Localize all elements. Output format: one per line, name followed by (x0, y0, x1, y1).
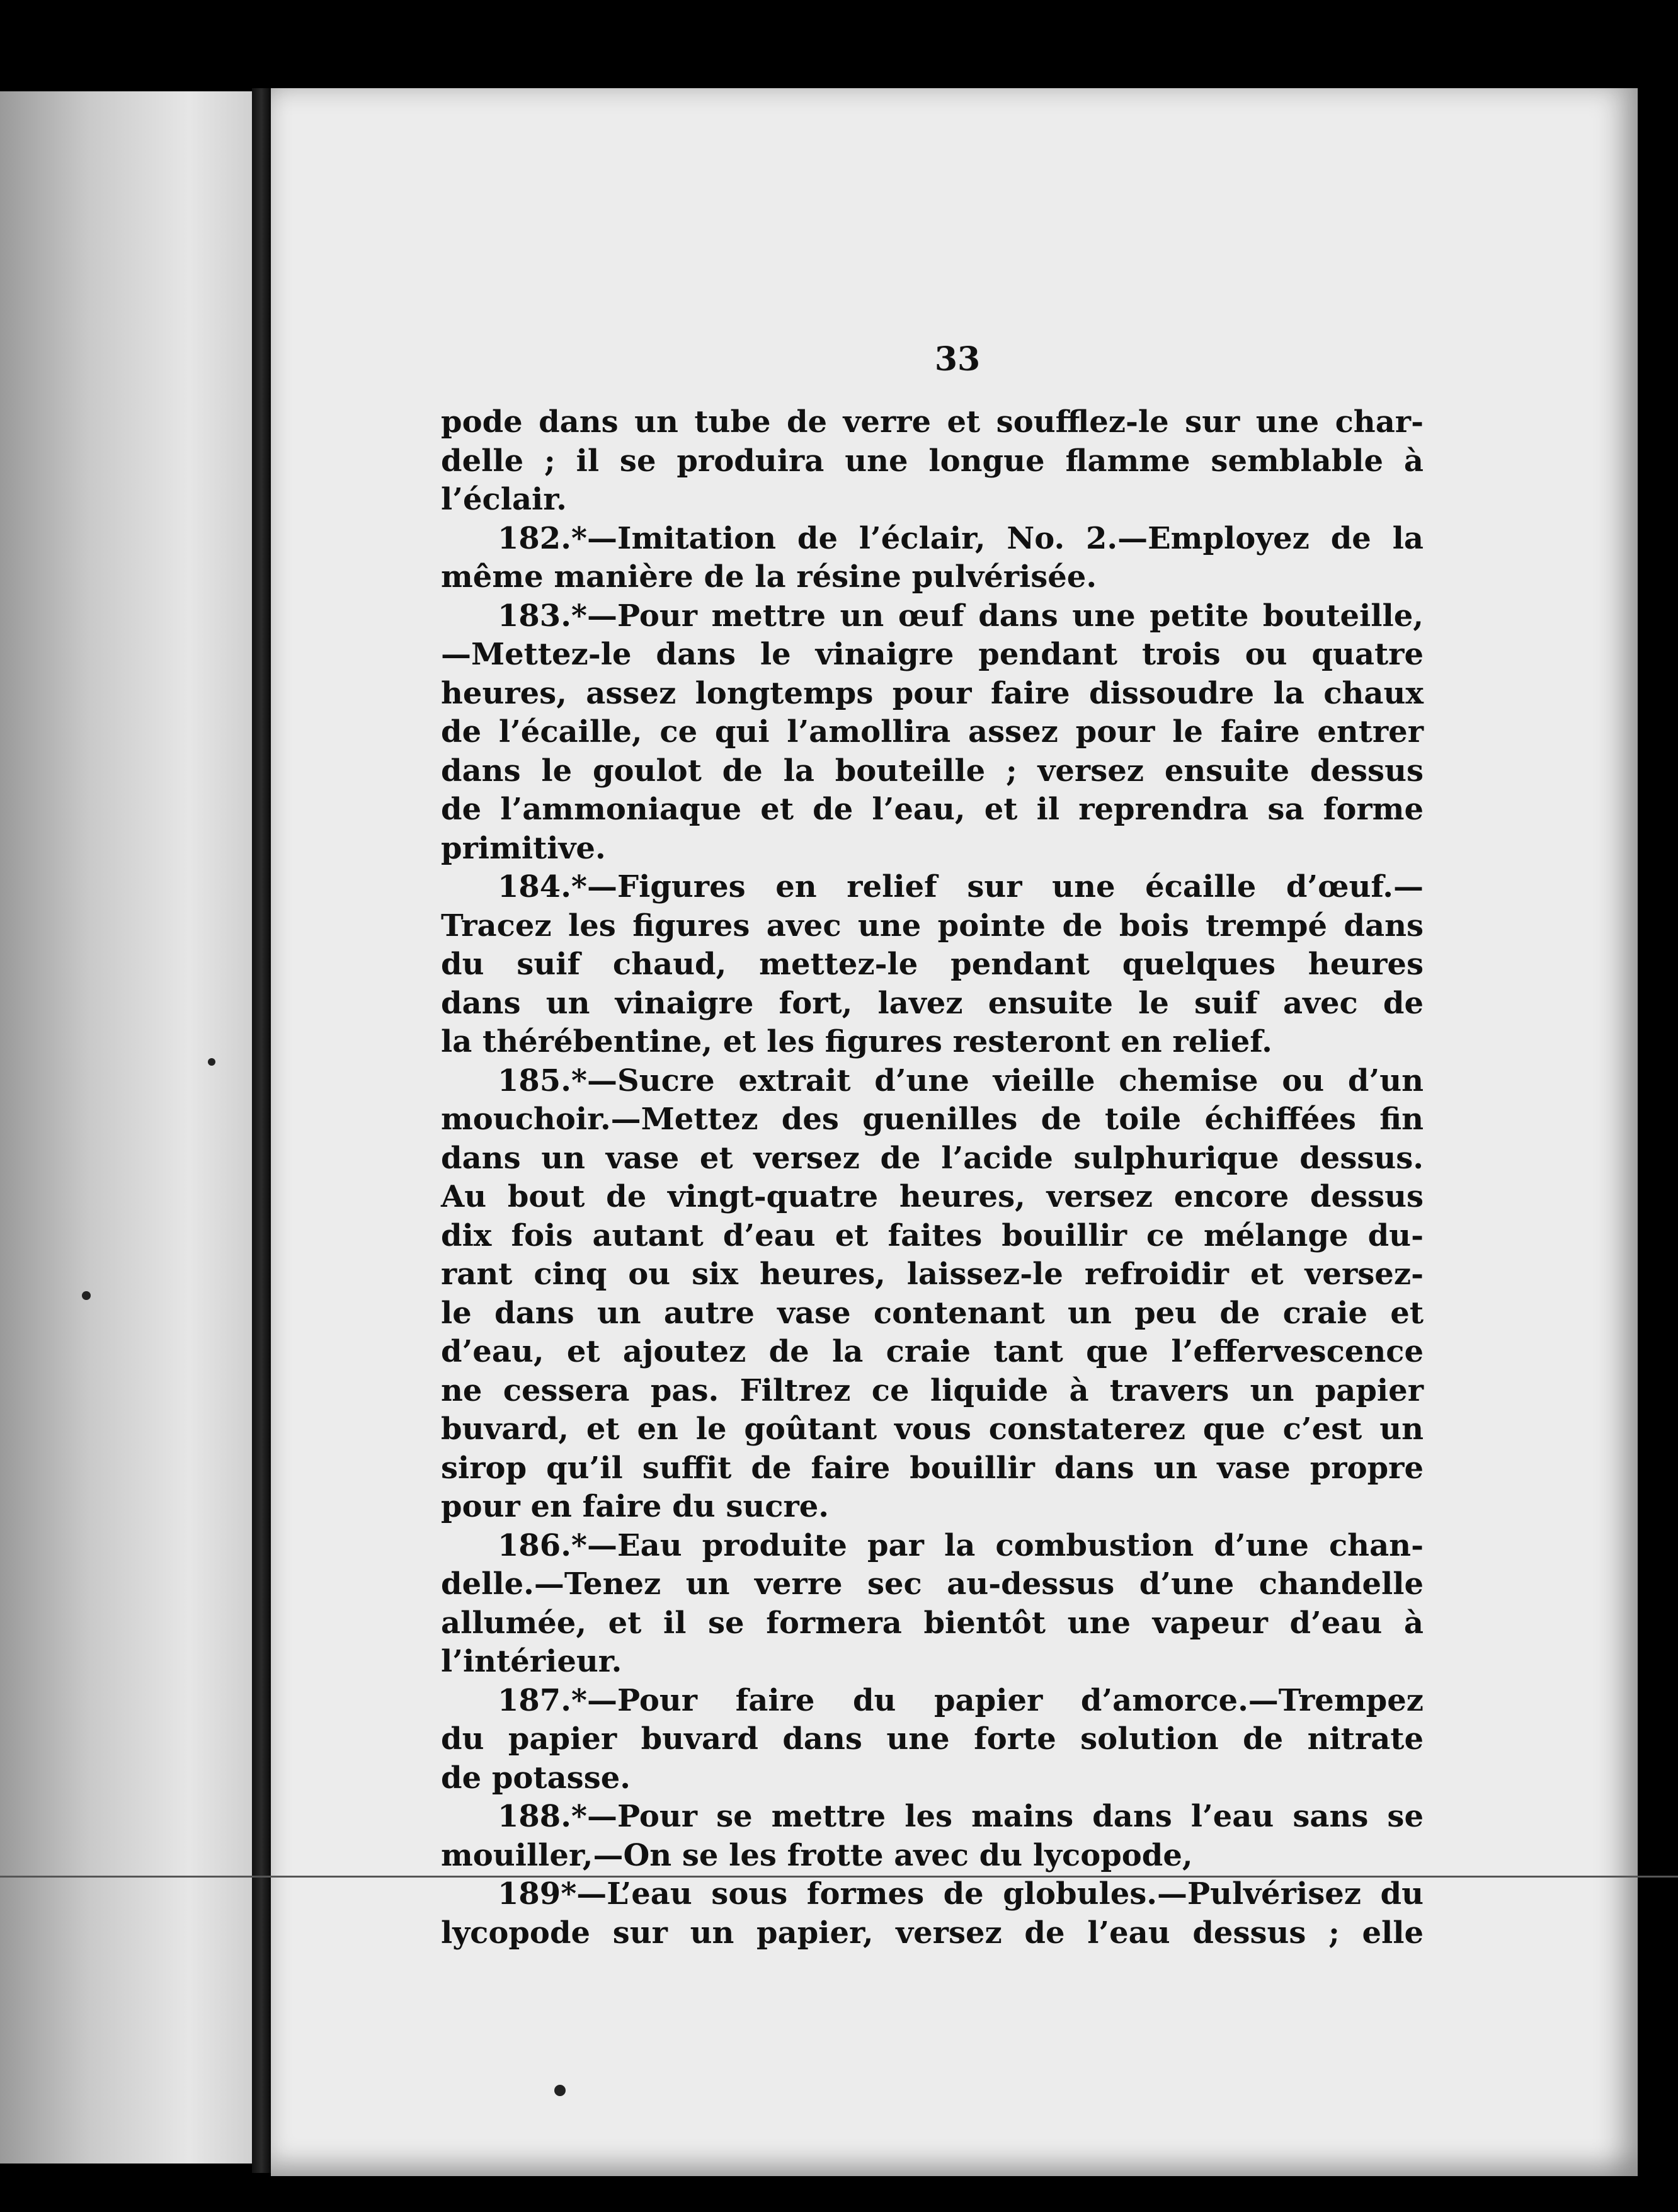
text-line: du suif chaud, mettez-le pendant quelques heures (441, 947, 1424, 982)
text-line: d’eau, et ajoutez de la craie tant que l’effervescence (441, 1334, 1424, 1369)
text-line: de l’écaille, ce qui l’amollira assez pour le faire entrer (441, 714, 1424, 750)
ink-speck (82, 1291, 91, 1300)
left-page-edge (0, 91, 252, 2164)
text-line: delle.—Tenez un verre sec au-dessus d’une chandelle (441, 1566, 1424, 1602)
text-line: 187.*—Pour faire du papier d’amorce.—Trempez (498, 1682, 1424, 1718)
text-line: sirop qu’il suffit de faire bouillir dans un vase propre (441, 1450, 1424, 1486)
text-line: 186.*—Eau produite par la combustion d’une chan- (498, 1527, 1424, 1563)
text-line: dans un vinaigre fort, lavez ensuite le suif avec de (441, 985, 1424, 1021)
ink-speck (554, 2085, 566, 2096)
text-line: buvard, et en le goûtant vous constaterez que c’est un (441, 1411, 1424, 1447)
text-line: heures, assez longtemps pour faire dissoudre la chaux (441, 675, 1424, 711)
text-line: de potasse. (441, 1760, 631, 1796)
page-number: 33 (934, 340, 981, 379)
text-line: la thérébentine, et les figures resteront en relief. (441, 1024, 1272, 1059)
text-line: primitive. (441, 830, 606, 866)
text-line: l’éclair. (441, 482, 567, 517)
body-text (441, 403, 1424, 1953)
text-line: dans un vase et versez de l’acide sulphurique dessus. (441, 1140, 1424, 1176)
text-line: pode dans un tube de verre et soufflez-le sur une char- (441, 404, 1424, 440)
text-line: ne cessera pas. Filtrez ce liquide à travers un papier (441, 1372, 1424, 1408)
text-line: —Mettez-le dans le vinaigre pendant trois ou quatre (441, 637, 1424, 672)
text-line: mouiller,—On se les frotte avec du lycopode, (441, 1837, 1193, 1873)
text-line: dans le goulot de la bouteille ; versez ensuite dessus (441, 753, 1424, 789)
text-line: le dans un autre vase contenant un peu de craie et (441, 1295, 1424, 1331)
book-gutter (252, 88, 271, 2173)
text-line: 184.*—Figures en relief sur une écaille d’œuf.— (498, 869, 1424, 904)
text-line: de l’ammoniaque et de l’eau, et il reprendra sa forme (441, 792, 1424, 827)
text-line: delle ; il se produira une longue flamme semblable à (441, 443, 1424, 479)
text-line: 185.*—Sucre extrait d’une vieille chemise ou d’un (498, 1063, 1424, 1098)
text-line: l’intérieur. (441, 1644, 622, 1679)
text-line: dix fois autant d’eau et faites bouillir ce mélange du- (441, 1217, 1424, 1253)
text-line: mouchoir.—Mettez des guenilles de toile échiffées fin (441, 1102, 1424, 1137)
text-line: 183.*—Pour mettre un œuf dans une petite bouteille, (498, 598, 1424, 634)
text-line: allumée, et il se formera bientôt une vapeur d’eau à (441, 1605, 1424, 1641)
text-line: pour en faire du sucre. (441, 1489, 830, 1524)
text-line: 188.*—Pour se mettre les mains dans l’eau sans se (498, 1799, 1424, 1834)
ink-speck (208, 1058, 215, 1066)
text-line: 182.*—Imitation de l’éclair, No. 2.—Employez de la (498, 520, 1424, 556)
text-line: 189*—L’eau sous formes de globules.—Pulvérisez du (498, 1876, 1424, 1912)
text-line: Tracez les figures avec une pointe de bois trempé dans (441, 908, 1424, 944)
text-line: Au bout de vingt-quatre heures, versez encore dessus (441, 1179, 1424, 1214)
text-line: rant cinq ou six heures, laissez-le refroidir et versez- (441, 1257, 1424, 1292)
text-line: lycopode sur un papier, versez de l’eau dessus ; elle (441, 1915, 1424, 1951)
text-line: du papier buvard dans une forte solution de nitrate (441, 1721, 1424, 1757)
text-line: même manière de la résine pulvérisée. (441, 559, 1097, 595)
